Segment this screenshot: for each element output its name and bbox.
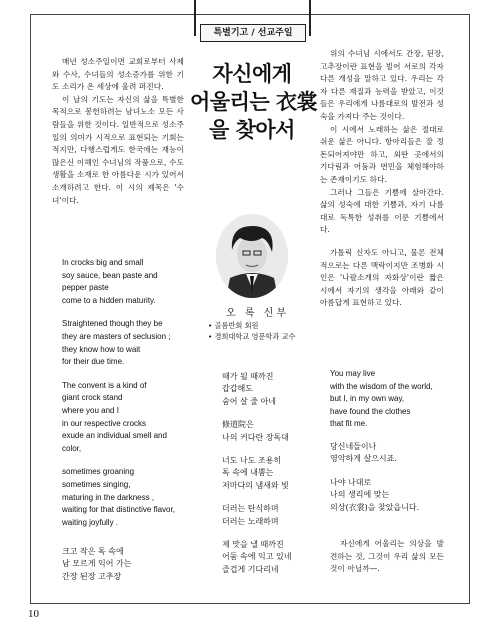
right-prose-paragraph-4: 가톨릭 신자도 아니고, 물론 전체적으로는 다른 맥락이지만 조병화 시인은 '나팔소개의 자화상'이란 짧은 시에서 자기의 생각을 아래와 같이 아름답게 표현하고 있다. — [320, 247, 444, 308]
section-badge: 특별기고 / 선교주일 — [200, 24, 306, 42]
left-korean-poem-tail — [62, 546, 192, 583]
left-prose — [52, 56, 184, 207]
poem-line: 나의 생리에 맞는 — [330, 490, 390, 500]
author-affiliation-1: • 골롬반회 회원 — [208, 321, 259, 330]
poem-line: waiting for that distinctive flavor, — [62, 505, 175, 515]
middle-poem-stanza-5 — [222, 539, 318, 576]
poem-line: they know how to wait — [62, 344, 141, 354]
english-poem — [62, 257, 202, 540]
poem-line: where you and I — [62, 405, 119, 415]
left-prose-paragraph-1: 매년 성소주일이면 교회로부터 사제와 수사, 수녀들의 성소증가를 위한 기도 소리가 온 세상에 울려 퍼진다. — [52, 57, 184, 92]
poem-line: in our respective crocks — [62, 418, 147, 428]
headline-line-3: 을 찾아서 — [209, 118, 295, 142]
poem-line: 저마다의 냄새와 빛 — [222, 480, 289, 490]
poem-line: 즐겁게 기다리네 — [222, 564, 279, 574]
english-poem-stanza-3 — [62, 380, 202, 456]
poem-line: 제 맛을 낼 때까진 — [222, 540, 284, 550]
middle-poem — [222, 371, 318, 587]
middle-poem-stanza-3 — [222, 455, 318, 492]
poem-line: have found the clothes — [330, 406, 411, 416]
poem-line: with the wisdom of the world, — [330, 381, 433, 391]
page-number: 10 — [28, 608, 39, 620]
poem-line: 숨어 살 줄 아네 — [222, 396, 276, 406]
poem-line: color, — [62, 443, 82, 453]
right-korean-poem — [330, 441, 454, 525]
poem-line: 크고 작은 독 속에 — [62, 547, 124, 556]
author-name: 오 록 신부 — [226, 308, 289, 319]
poem-line: come to a hidden maturity. — [62, 295, 156, 305]
center-rule-left — [194, 0, 196, 36]
right-closing-paragraph: 자신에게 어울리는 의상을 발견하는 것, 그것이 우리 삶의 모든 것이 아닐까—. — [330, 539, 444, 574]
english-poem-stanza-1 — [62, 257, 202, 307]
poem-line: exude an individual smell and — [62, 431, 167, 441]
poem-line: 의상(衣裳)을 찾았읍니다. — [330, 502, 420, 512]
poem-line: sometimes singing, — [62, 479, 131, 489]
middle-poem-stanza-2 — [222, 419, 318, 444]
center-rule-right — [309, 0, 311, 36]
right-english-poem — [330, 368, 460, 431]
poem-line: 더러는 탄식하며 — [222, 504, 279, 514]
poem-line: The convent is a kind of — [62, 380, 147, 390]
english-poem-stanza-2 — [62, 318, 202, 368]
poem-line: 독 속에 내뿜는 — [222, 468, 274, 478]
middle-poem-stanza-1 — [222, 371, 318, 408]
poem-line: 당신네들이나 — [330, 442, 377, 451]
headline-line-1: 자신에게 — [212, 62, 292, 86]
poem-line: 더러는 노래하며 — [222, 516, 279, 526]
poem-line: 나야 나대로 — [330, 477, 372, 487]
poem-line: maturing in the darkness , — [62, 492, 155, 502]
poem-line: 간장 된장 고추장 — [62, 571, 122, 581]
poem-line: pepper paste — [62, 283, 109, 293]
middle-poem-stanza-4 — [222, 503, 318, 528]
poem-line: that fit me. — [330, 419, 368, 429]
poem-line: sometimes groaning — [62, 467, 135, 477]
left-prose-paragraph-2: 이 날의 기도는 자신의 삶을 특별한 목적으로 봉헌하려는 남녀노소 모든 사람들을 위한 것이다. 일반적으로 성소주일의 의미가 시적으로 표현되는 기회는 적지만, 다행스럽게도 한국에는 재능이 많은신 이해인 수녀님의 작품으로, 수도생활을 소재로 한 아름다운 시가 있어서 소개하려고 한다. 이 시의 제목은 '수녀'이다. — [52, 94, 184, 205]
right-prose-paragraph-1: 위의 수녀님 시에서도 간장, 된장, 고추장이란 표현을 빌어 서로의 각자 다른 개성을 말하고 있다. 우리는 각자 다른 재질과 능력을 받았고, 이것들은 우리에게 나름대로의 발전과 성숙을 가져다 주는 것이다. — [320, 49, 444, 121]
poem-line: waiting joyfully . — [62, 517, 119, 527]
poem-line: 갑갑해도 — [222, 384, 253, 394]
poem-line: 修道院은 — [222, 420, 254, 430]
english-poem-stanza-4 — [62, 466, 202, 529]
author-affiliation-2: • 경희대학교 영문학과 교수 — [208, 332, 296, 341]
right-prose — [320, 48, 444, 310]
poem-line: 남 모르게 익어 가는 — [62, 559, 132, 569]
author-affiliations — [208, 320, 295, 342]
poem-line: for their due time. — [62, 357, 125, 367]
poem-line: but I, in my own way, — [330, 394, 405, 404]
poem-line: 너도 나도 조용히 — [222, 456, 282, 466]
poem-line: giant crock stand — [62, 393, 123, 403]
right-closing — [330, 538, 444, 576]
right-prose-paragraph-3: 그러나 그들은 기쁨에 살아간다. 삶의 성숙에 대한 기쁨과, 자기 나름대로 독특한 성취를 이룬 기쁨에서다. — [320, 187, 444, 235]
author-photo — [216, 214, 288, 298]
poem-line: Straightened though they be — [62, 319, 163, 329]
poem-line: 때가 될 때까진 — [222, 372, 274, 381]
right-korean-poem-stanza-2 — [330, 477, 454, 514]
poem-line: soy sauce, bean paste and — [62, 270, 158, 280]
poem-line: In crocks big and small — [62, 258, 144, 267]
headline — [190, 60, 317, 144]
headline-line-2: 어울리는 衣裳 — [190, 90, 317, 114]
poem-line: 어둠 속에 익고 있네 — [222, 552, 292, 562]
author-portrait-image — [216, 214, 288, 298]
poem-line: 나의 커다란 장독대 — [222, 432, 289, 442]
right-korean-poem-stanza-1 — [330, 441, 454, 466]
poem-line: 영악하게 살으시죠. — [330, 454, 397, 464]
right-prose-paragraph-2: 이 시에서 노래하는 삶은 절대로 쉬운 삶은 아니다. 항아리들은 잘 정돈되어져야만 하고, 외딴 곳에서의 기다림과 어둠과 번민을 체험해야하는 존재이기도 하다. — [320, 124, 444, 184]
poem-line: You may live — [330, 369, 376, 378]
poem-line: they are masters of seclusion ; — [62, 331, 171, 341]
